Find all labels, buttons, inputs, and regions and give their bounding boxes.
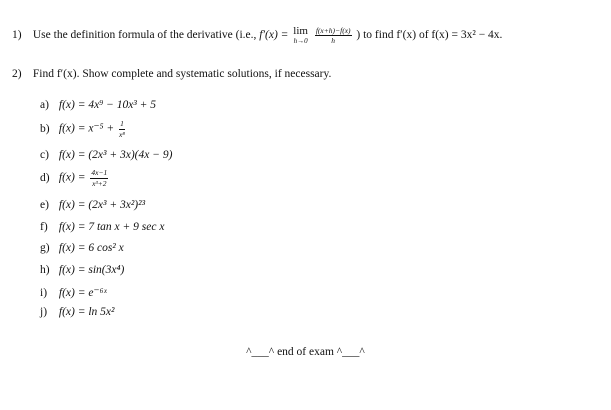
limit-operator <box>293 26 308 45</box>
subitem-label: a) <box>40 99 49 111</box>
subitem-d <box>40 169 110 187</box>
subitem-j <box>40 306 114 318</box>
question-2 <box>12 68 331 80</box>
subitem-expression: f(x) = 4x⁹ − 10x³ + 5 <box>58 99 157 111</box>
difference-quotient <box>315 27 352 45</box>
subitem-g <box>40 242 124 254</box>
subitem-label: e) <box>40 199 49 211</box>
fraction-numerator: 4x−1 <box>91 168 108 177</box>
question-number: 1) <box>12 29 22 42</box>
fraction-denominator: x⁸ <box>119 129 125 139</box>
derivative-notation: f′(x) = <box>259 29 289 42</box>
subitem-label: d) <box>40 171 50 184</box>
subitem-expression: f(x) = 7 tan x + 9 sec x <box>58 221 165 233</box>
subitem-f <box>40 221 164 233</box>
question-text-after: ) to find f′(x) of f(x) = 3x² − 4x. <box>356 29 503 42</box>
subitem-expression: f(x) = <box>58 171 86 184</box>
subitem-label: g) <box>40 242 50 254</box>
fraction-denominator: x³+2 <box>92 178 107 188</box>
limit-word: lim <box>293 25 308 37</box>
subitem-c <box>40 149 172 161</box>
subitem-expression: f(x) = sin(3x⁴) <box>58 264 125 276</box>
subitem-e <box>40 199 145 211</box>
question-text-before: Use the definition formula of the derivative (i.e., <box>32 29 257 42</box>
subitem-label: c) <box>40 149 49 161</box>
limit-subscript: h→0 <box>293 37 308 45</box>
subitem-expression: f(x) = (2x³ + 3x)(4x − 9) <box>58 149 173 161</box>
question-text: Find f′(x). Show complete and systematic solutions, if necessary. <box>32 68 332 80</box>
difference-quotient-denominator: h <box>331 36 336 45</box>
subitem-expression: f(x) = 6 cos² x <box>58 242 124 254</box>
end-of-exam: ^___^ end of exam ^___^ <box>246 346 365 358</box>
subitem-b <box>40 120 127 138</box>
subitem-a <box>40 99 156 111</box>
subitem-label: f) <box>40 221 48 233</box>
subitem-h <box>40 264 124 276</box>
question-1 <box>12 26 502 45</box>
subitem-fraction <box>90 169 108 187</box>
subitem-label: j) <box>40 306 48 318</box>
subitem-fraction <box>119 120 125 138</box>
subitem-label: h) <box>40 264 50 276</box>
difference-quotient-numerator: f(x+h)−f(x) <box>315 25 351 35</box>
fraction-numerator: 1 <box>120 119 124 128</box>
subitem-expression: f(x) = ln 5x² <box>58 306 115 318</box>
subitem-label: b) <box>40 122 50 135</box>
question-number: 2) <box>12 68 22 80</box>
subitem-label: i) <box>40 287 48 299</box>
subitem-expression: f(x) = x⁻⁵ + <box>58 122 115 135</box>
subitem-i <box>40 285 107 299</box>
subitem-expression: f(x) = e⁻⁶ˣ <box>58 287 107 299</box>
subitem-expression: f(x) = (2x³ + 3x²)²³ <box>58 199 146 211</box>
